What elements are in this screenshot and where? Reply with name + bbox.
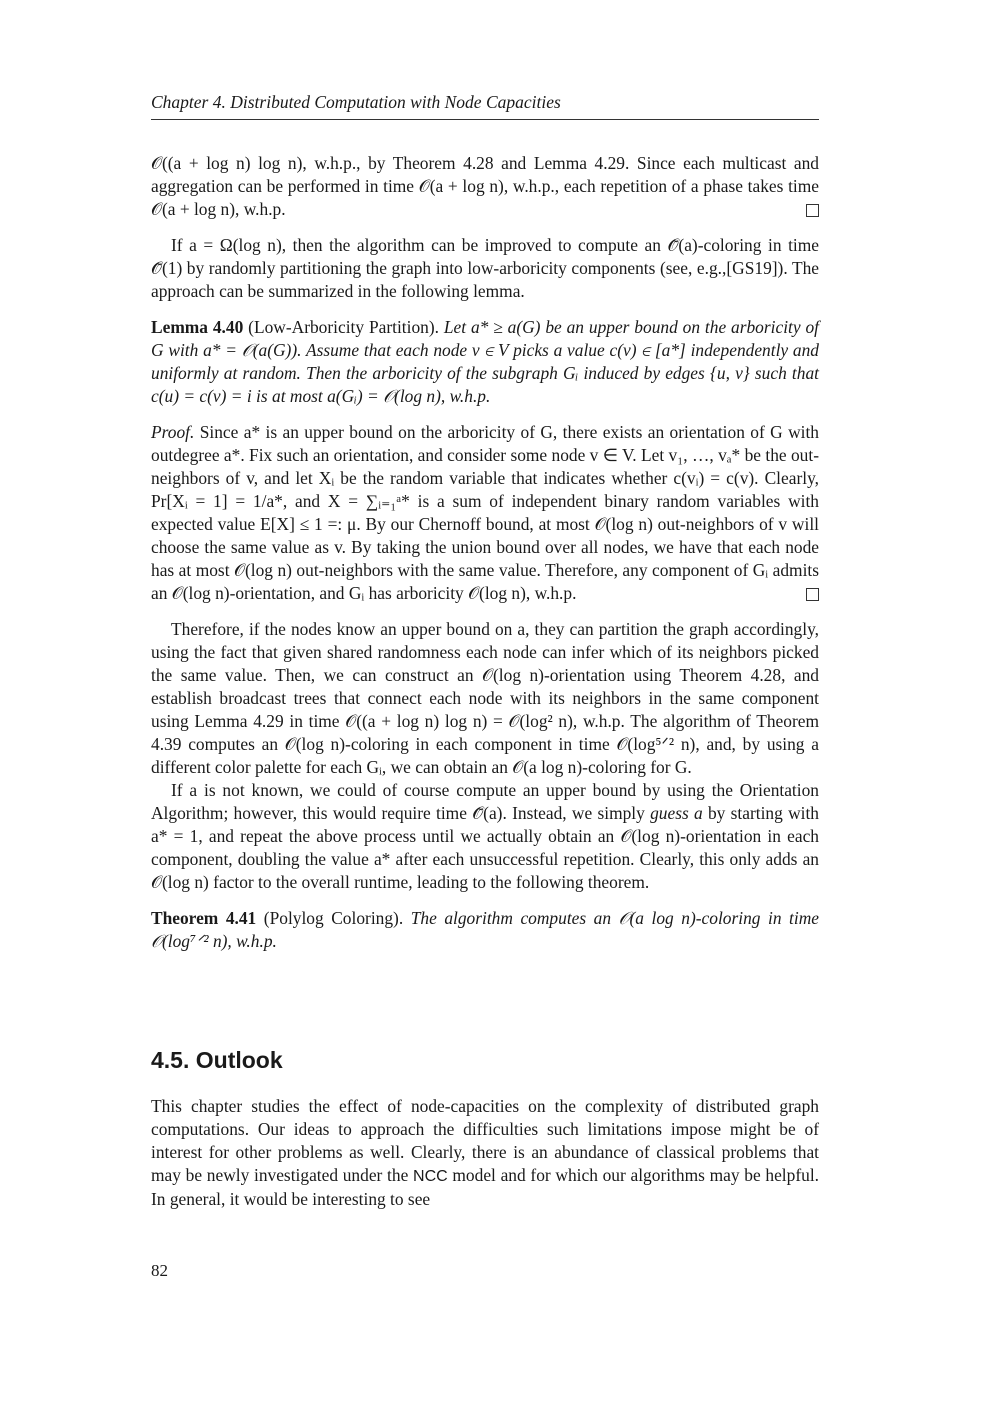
theorem-block xyxy=(151,907,819,953)
paragraph-text: This chapter studies the effect of node-capacities on the complexity of distributed graph computations. Our ideas to approach the difficulties such limitations impose might be of interest for other problems as well. Clearly, there is an abundance of classical problems that may be newly investigated under the xyxy=(151,1096,819,1185)
proof-label: Proof. xyxy=(151,422,195,442)
paragraph-improvement: If a = Ω(log n), then the algorithm can be improved to compute an 𝒪̃(a)-coloring in time 𝒪̃(1) by randomly partitioning the graph into low-arboricity components (see, e.g.,[GS19]). The approach can be summarized in the following lemma. xyxy=(151,235,819,301)
emphasis-text: guess a xyxy=(650,803,703,823)
theorem-body: The algorithm computes an 𝒪(a log n)-coloring in time 𝒪(log⁷ᐟ² n), w.h.p. xyxy=(151,908,819,951)
paragraph-text: If a is not known, we could of course compute an upper bound by using the Orientation Algorithm; however, this would require time 𝒪̃(a). Instead, we simply xyxy=(151,780,819,823)
qed-box-icon xyxy=(806,204,819,217)
theorem-label: Theorem 4.41 xyxy=(151,908,257,928)
model-name: NCC xyxy=(413,1168,448,1185)
lemma-block xyxy=(151,316,819,408)
paragraph-text: 𝒪((a + log n) log n), w.h.p., by Theorem 4.28 and Lemma 4.29. Since each multicast and aggregation can be performed in time 𝒪(a + log n), w.h.p., each repetition of a phase takes time 𝒪(a + log n), w.h.p. xyxy=(151,153,819,219)
paragraph-text: by starting with a* = 1, and repeat the above process until we actually obtain an 𝒪(log n)-orientation in each component, doubling the value a* after each unsuccessful repetition. Clearly, this only adds an 𝒪(log n) factor to the overall runtime, leading to the following theorem. xyxy=(151,803,820,892)
paragraph-partition: Therefore, if the nodes know an upper bound on a, they can partition the graph accordingly, using the fact that given shared randomness each node can infer which of its neighbors picked the same value. Then, we can construct an 𝒪(log n)-orientation using Theorem 4.28, and establish broadcast trees that connect each node with its neighbors in the same component using Lemma 4.29 in time 𝒪((a + log n) log n) = 𝒪(log² n), w.h.p. The algorithm of Theorem 4.39 computes an 𝒪(log n)-coloring in each component in time 𝒪(log⁵ᐟ² n), and, by using a different color palette for each Gᵢ, we can obtain an 𝒪(a log n)-coloring for G. xyxy=(151,619,819,777)
paragraph-outlook xyxy=(151,1095,819,1211)
qed-box-icon xyxy=(806,588,819,601)
section-heading: 4.5. Outlook xyxy=(151,1047,283,1073)
paragraph-unknown-a xyxy=(151,779,819,894)
proof-body: Since a* is an upper bound on the arboricity of G, there exists an orientation of G with outdegree a*. Fix such an orientation, and consider some node v ∈ V. Let v₁, …, vₐ* be the out-neighbors of v, and let Xᵢ be the random variable that indicates whether c(vᵢ) = c(v). Clearly, Pr[Xᵢ = 1] = 1/a*, and X = ∑ᵢ₌₁ᵃ* is a sum of independent binary random variables with expected value E[X] ≤ 1 =: μ. By our Chernoff bound, at most 𝒪(log n) out-neighbors of v will choose the same value as v. By taking the union bound over all nodes, we have that each node has at most 𝒪(log n) out-neighbors with the same value. Therefore, any component of Gᵢ admits an 𝒪(log n)-orientation, and Gᵢ has arboricity 𝒪(log n), w.h.p. xyxy=(151,422,819,603)
paragraph-proof-end xyxy=(151,152,819,221)
lemma-name: (Low-Arboricity Partition). xyxy=(248,317,439,337)
page-number: 82 xyxy=(151,1261,168,1280)
paragraph-text: model and for which our algorithms may be helpful. In general, it would be interesting to see xyxy=(151,1165,819,1209)
theorem-name: (Polylog Coloring). xyxy=(263,908,404,928)
proof-block xyxy=(151,421,819,605)
lemma-label: Lemma 4.40 xyxy=(151,317,244,337)
lemma-body: Let a* ≥ a(G) be an upper bound on the arboricity of G with a* = 𝒪(a(G)). Assume that each node v ∈ V picks a value c(v) ∈ [a*] independently and uniformly at random. Then the arboricity of the subgraph Gᵢ induced by edges {u, v} such that c(u) = c(v) = i is at most a(Gᵢ) = 𝒪(log n), w.h.p. xyxy=(151,317,819,406)
section-text xyxy=(151,1095,819,1211)
running-header: Chapter 4. Distributed Computation with Node Capacities xyxy=(151,92,819,120)
main-text xyxy=(151,152,819,953)
